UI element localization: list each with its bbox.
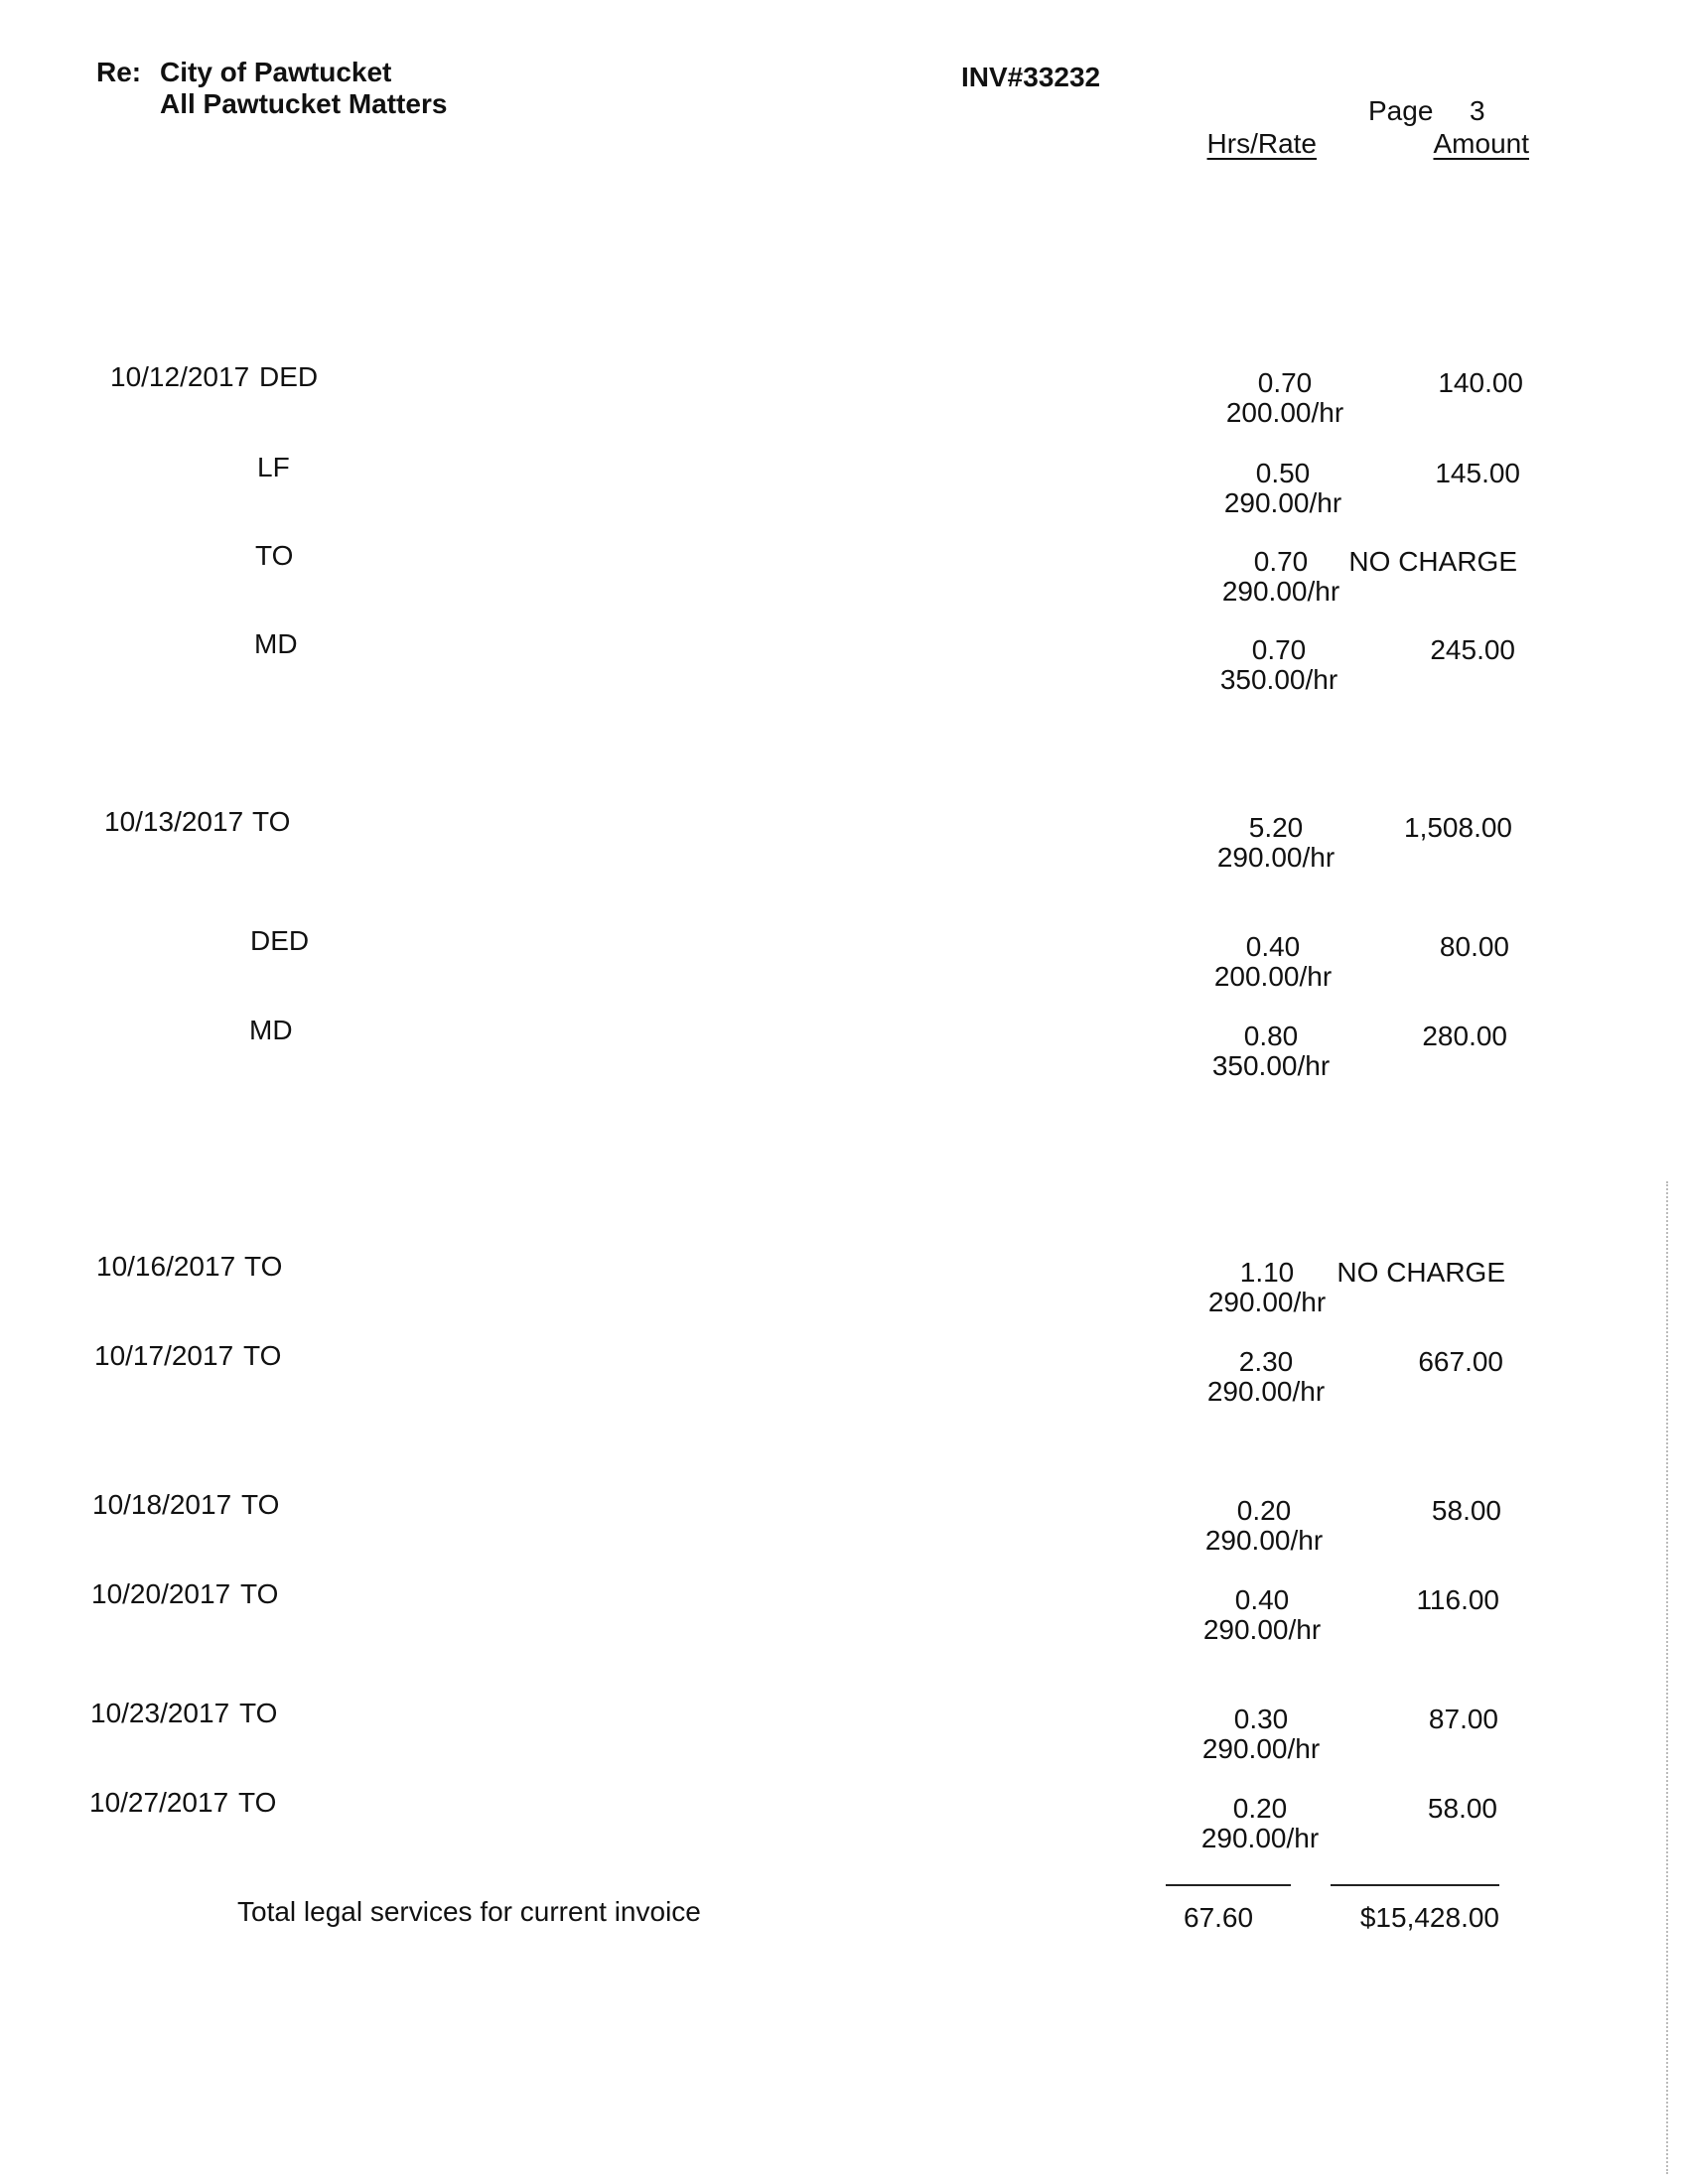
entry-amount: 280.00 [1422,1021,1507,1051]
entry-timekeeper: LF [257,452,290,482]
entry-timekeeper: TO [243,1340,282,1371]
entry-rate: 290.00/hr [1216,842,1336,873]
page-label: Page [1368,95,1434,126]
entry-hours: 0.70 [1253,546,1309,577]
column-header-hrs-rate: Hrs/Rate [1206,128,1317,159]
entry-timekeeper: MD [254,628,298,659]
re-label: Re: [96,57,142,87]
entry-timekeeper: TO [241,1489,280,1520]
entry-hours: 0.20 [1232,1793,1288,1824]
entry-rate: 290.00/hr [1221,576,1340,607]
entry-timekeeper: DED [259,361,319,392]
entry-amount: 145.00 [1435,458,1520,488]
entry-amount: 58.00 [1427,1793,1497,1824]
entry-rate: 290.00/hr [1202,1614,1322,1645]
entry-date: 10/20/2017 [91,1578,231,1609]
entry-timekeeper: TO [244,1251,283,1282]
entry-hours: 2.30 [1238,1346,1294,1377]
entry-amount: NO CHARGE [1348,546,1517,577]
entry-hours: 5.20 [1248,812,1304,843]
entry-amount: NO CHARGE [1336,1257,1505,1288]
total-hours: 67.60 [1184,1902,1254,1933]
entry-rate: 350.00/hr [1211,1050,1331,1081]
entry-timekeeper: TO [255,540,294,571]
total-label: Total legal services for current invoice [237,1896,701,1927]
entry-amount: 140.00 [1438,367,1523,398]
entry-amount: 58.00 [1431,1495,1501,1526]
entry-timekeeper: DED [250,925,310,956]
entry-timekeeper: TO [239,1698,278,1728]
entry-date: 10/18/2017 [92,1489,232,1520]
entry-timekeeper: TO [238,1787,277,1818]
entry-date: 10/13/2017 [104,806,244,837]
entry-rate: 350.00/hr [1219,664,1338,695]
entry-rate: 290.00/hr [1223,487,1342,518]
entry-amount: 667.00 [1418,1346,1503,1377]
entry-date: 10/12/2017 [110,361,250,392]
matter-name: All Pawtucket Matters [160,88,448,119]
entry-date: 10/27/2017 [89,1787,229,1818]
entry-rate: 290.00/hr [1200,1823,1320,1853]
entry-rate: 290.00/hr [1201,1733,1321,1764]
entry-amount: 80.00 [1439,931,1509,962]
entry-amount: 116.00 [1416,1584,1499,1615]
column-header-amount: Amount [1433,128,1529,159]
entry-amount: 87.00 [1428,1704,1498,1734]
entry-hours: 0.20 [1236,1495,1292,1526]
total-hours-rule [1166,1884,1291,1886]
entry-hours: 0.70 [1251,634,1307,665]
entry-hours: 0.40 [1234,1584,1290,1615]
entry-rate: 290.00/hr [1207,1287,1327,1317]
invoice-number: INV#33232 [961,62,1101,92]
entry-hours: 0.30 [1233,1704,1289,1734]
entry-rate: 200.00/hr [1225,397,1344,428]
page-number: 3 [1470,95,1485,126]
client-name: City of Pawtucket [160,57,392,87]
entry-date: 10/16/2017 [96,1251,236,1282]
entry-rate: 290.00/hr [1206,1376,1326,1407]
entry-timekeeper: TO [240,1578,279,1609]
entry-date: 10/23/2017 [90,1698,230,1728]
entry-amount: 1,508.00 [1404,812,1512,843]
entry-rate: 290.00/hr [1204,1525,1324,1556]
entry-hours: 0.40 [1245,931,1301,962]
total-amount: $15,428.00 [1359,1902,1499,1933]
entry-hours: 0.70 [1257,367,1313,398]
entry-timekeeper: TO [252,806,291,837]
entry-timekeeper: MD [249,1015,293,1045]
total-amount-rule [1331,1884,1499,1886]
entry-amount: 245.00 [1430,634,1515,665]
entry-hours: 0.50 [1255,458,1311,488]
entry-hours: 1.10 [1239,1257,1295,1288]
entry-date: 10/17/2017 [94,1340,234,1371]
scan-edge [1666,1181,1670,2174]
entry-rate: 200.00/hr [1213,961,1333,992]
entry-hours: 0.80 [1243,1021,1299,1051]
